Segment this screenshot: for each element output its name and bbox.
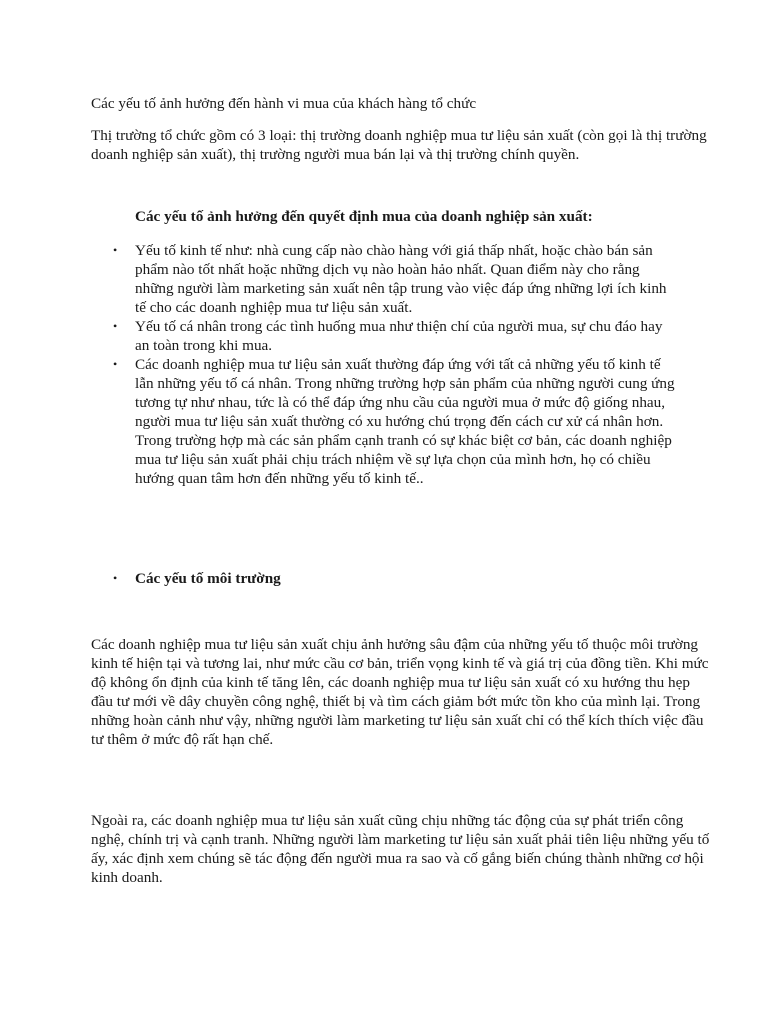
environment-heading: Các yếu tố môi trường: [135, 570, 281, 587]
bullet-icon: •: [113, 319, 118, 333]
environment-paragraph: Các doanh nghiệp mua tư liệu sản xuất chịu ảnh hưởng sâu đậm của những yếu tố thuộc môi trường kinh tế hiện tại và tương lai, như mức cầu cơ bản, triển vọng kinh tế và giá trị của đồng tiền. Khi mức độ không ổn định của kinh tế tăng lên, các doanh nghiệp mua tư liệu sản xuất có xu hướng thu hẹp đầu tư mới về dây chuyền công nghệ, thiết bị và tìm cách giảm bớt mức tồn kho của mình lại. Trong những hoàn cảnh như vậy, những người làm marketing tư liệu sản xuất chỉ có thể kích thích việc đầu tư thêm ở mức độ rất hạn chế.: [91, 636, 709, 748]
document-title: Các yếu tố ảnh hưởng đến hành vi mua của khách hàng tổ chức: [91, 95, 477, 112]
list-item: [0, 317, 676, 355]
intro-paragraph: Thị trường tổ chức gồm có 3 loại: thị trường doanh nghiệp mua tư liệu sản xuất (còn gọi là thị trường doanh nghiệp sản xuất), thị trường người mua bán lại và thị trường chính quyền.: [91, 127, 707, 163]
list-item: [0, 569, 676, 588]
bullet-icon: •: [113, 357, 118, 371]
technology-paragraph: Ngoài ra, các doanh nghiệp mua tư liệu sản xuất cũng chịu những tác động của sự phát triển công nghệ, chính trị và cạnh tranh. Những người làm marketing tư liệu sản xuất phải tiên liệu những yếu tố ấy, xác định xem chúng sẽ tác động đến người mua ra sao và cố gắng biến chúng thành những cơ hội kinh doanh.: [91, 812, 710, 886]
bullet-icon: •: [113, 571, 118, 585]
list-item: [0, 241, 676, 317]
environment-bullet-list: [0, 569, 768, 588]
bullet-text: Các doanh nghiệp mua tư liệu sản xuất thường đáp ứng với tất cả những yếu tố kinh tế lẫn những yếu tố cá nhân. Trong những trường hợp sản phẩm của những người cung ứng tương tự như nhau, tức là có thể đáp ứng nhu cầu của người mua ở mức độ giống nhau, người mua tư liệu sản xuất thường có xu hướng chú trọng đến cách cư xử cá nhân hơn. Trong trường hợp mà các sản phẩm cạnh tranh có sự khác biệt cơ bản, các doanh nghiệp mua tư liệu sản xuất phải chịu trách nhiệm về sự lựa chọn của mình hơn, họ có chiều hướng quan tâm hơn đến những yếu tố kinh tế..: [135, 356, 675, 487]
bullet-text: Yếu tố cá nhân trong các tình huống mua như thiện chí của người mua, sự chu đáo hay an toàn trong khi mua.: [135, 318, 663, 354]
list-item: [0, 355, 676, 488]
bullet-text: Yếu tố kinh tế như: nhà cung cấp nào chào hàng với giá thấp nhất, hoặc chào bán sản phẩm nào tốt nhất hoặc những dịch vụ nào hoàn hảo nhất. Quan điểm này cho rằng những người làm marketing sản xuất nên tập trung vào việc đáp ứng những lợi ích kinh tế cho các doanh nghiệp mua tư liệu sản xuất.: [135, 242, 667, 316]
factor-bullet-list: [0, 241, 768, 488]
section-heading: Các yếu tố ảnh hưởng đến quyết định mua của doanh nghiệp sản xuất:: [135, 208, 593, 225]
bullet-icon: •: [113, 243, 118, 257]
